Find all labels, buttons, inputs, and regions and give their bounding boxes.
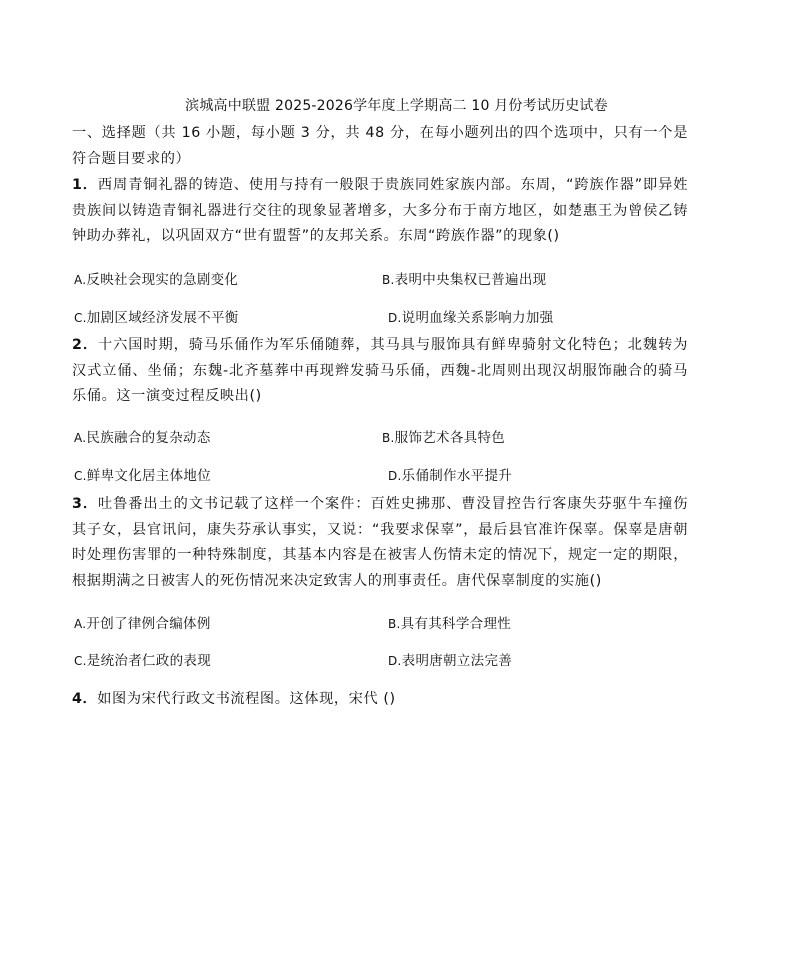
- question-stem: 如图为宋代行政文书流程图。这体现，宋代 (): [97, 691, 396, 707]
- option-text: 具有其科学合理性: [400, 616, 512, 632]
- option-letter: C.: [74, 469, 87, 483]
- option-text: 乐俑制作水平提升: [401, 468, 513, 484]
- option-letter: B.: [388, 617, 401, 631]
- option-text: 民族融合的复杂动态: [86, 430, 211, 446]
- option-letter: C.: [74, 311, 87, 325]
- q3-option-a[interactable]: [74, 615, 211, 633]
- question-1: [72, 173, 688, 250]
- option-text: 说明血缘关系影响力加强: [401, 310, 554, 326]
- option-letter: B.: [382, 273, 395, 287]
- option-text: 加剧区域经济发展不平衡: [86, 310, 239, 326]
- option-text: 表明中央集权已普遍出现: [394, 272, 547, 288]
- q1-option-c[interactable]: [74, 309, 239, 327]
- question-number: 2．: [72, 337, 98, 353]
- question-2: [72, 333, 688, 410]
- q3-option-d[interactable]: [388, 652, 512, 670]
- option-letter: A.: [74, 431, 87, 445]
- option-text: 反映社会现实的急剧变化: [86, 272, 239, 288]
- q1-option-a[interactable]: [74, 271, 238, 289]
- option-letter: D.: [388, 654, 402, 668]
- question-stem: 吐鲁番出土的文书记载了这样一个案件：百姓史拂那、曹没冒控告行客康失芬驱牛车撞伤其子女，县官讯问，康失芬承认事实，又说：“我要求保辜”，最后县官准许保辜。保辜是唐朝时处理伤害罪的一种特殊制度，其基本内容是在被害人伤情未定的情况下，规定一定的期限，根据期满之日被害人的死伤情况来决定致害人的刑事责任。唐代保辜制度的实施(): [72, 496, 688, 589]
- q1-option-b[interactable]: [382, 271, 546, 289]
- option-letter: C.: [74, 654, 87, 668]
- option-text: 是统治者仁政的表现: [86, 653, 211, 669]
- option-text: 开创了律例合编体例: [86, 616, 211, 632]
- question-number: 1．: [72, 177, 98, 193]
- exam-title: 滨城高中联盟 2025-2026学年度上学期高二 10 月份考试历史试卷: [185, 98, 608, 114]
- option-letter: D.: [388, 311, 402, 325]
- option-text: 服饰艺术各具特色: [394, 430, 506, 446]
- section-heading: 一、选择题（共 16 小题，每小题 3 分，共 48 分，在每小题列出的四个选项中，只有一个是符合题目要求的）: [72, 125, 688, 167]
- question-stem: 西周青铜礼器的铸造、使用与持有一般限于贵族同姓家族内部。东周，“跨族作器”即异姓贵族间以铸造青铜礼器进行交往的现象显著增多，大多分布于南方地区，如楚惠王为曾侯乙铸钟助办葬礼，以巩固双方“世有盟誓”的友邦关系。东周“跨族作器”的现象(): [72, 177, 688, 244]
- q2-option-a[interactable]: [74, 429, 211, 447]
- option-letter: D.: [388, 469, 402, 483]
- question-3: [72, 492, 688, 594]
- question-4: [72, 687, 688, 713]
- option-text: 鲜卑文化居主体地位: [86, 468, 211, 484]
- q2-option-b[interactable]: [382, 429, 505, 447]
- question-stem: 十六国时期，骑马乐俑作为军乐俑随葬，其马具与服饰具有鲜卑骑射文化特色；北魏转为汉式立俑、坐俑；东魏-北齐墓葬中再现辫发骑马乐俑，西魏-北周则出现汉胡服饰融合的骑马乐俑。这一演变过程反映出(): [72, 337, 688, 404]
- q2-option-c[interactable]: [74, 467, 211, 485]
- option-text: 表明唐朝立法完善: [401, 653, 513, 669]
- q3-option-c[interactable]: [74, 652, 211, 670]
- q2-option-d[interactable]: [388, 467, 512, 485]
- question-number: 4．: [72, 691, 98, 707]
- q1-option-d[interactable]: [388, 309, 553, 327]
- question-number: 3．: [72, 496, 98, 512]
- q3-option-b[interactable]: [388, 615, 511, 633]
- option-letter: B.: [382, 431, 395, 445]
- option-letter: A.: [74, 273, 87, 287]
- option-letter: A.: [74, 617, 87, 631]
